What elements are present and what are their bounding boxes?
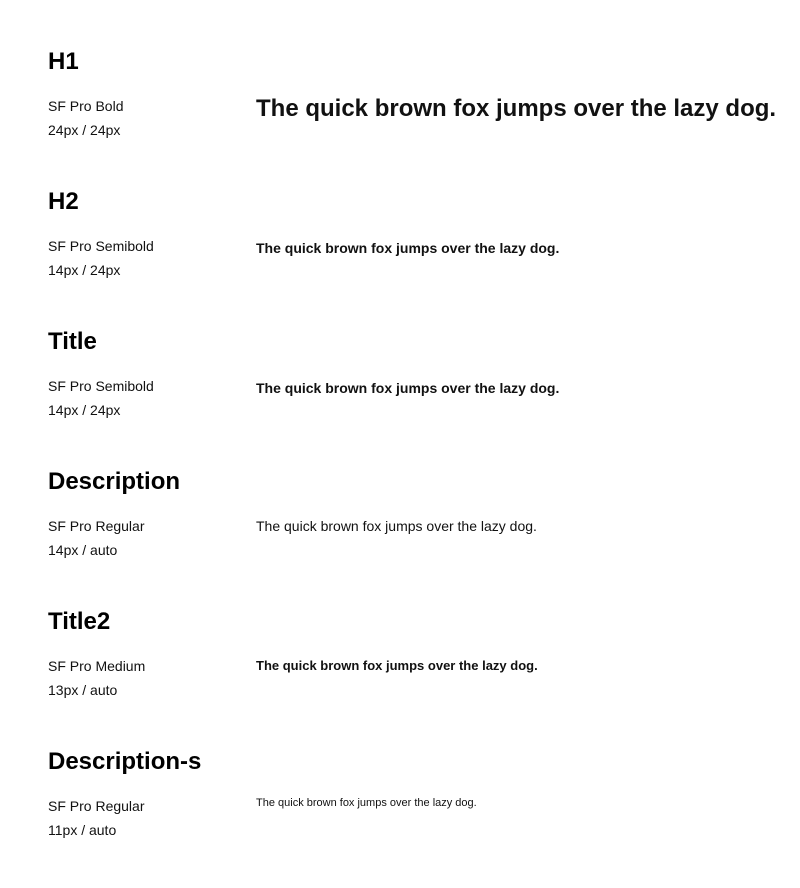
font-size-label: 13px / auto [48, 682, 118, 698]
style-meta [48, 94, 123, 142]
style-name: Description-s [48, 748, 202, 775]
sample-text: The quick brown fox jumps over the lazy dog. [256, 95, 777, 122]
style-meta [48, 374, 154, 422]
style-name: H2 [48, 188, 79, 215]
font-weight-label: SF Pro Bold [48, 98, 124, 114]
style-meta [48, 514, 144, 562]
sample-text: The quick brown fox jumps over the lazy dog. [256, 797, 477, 809]
style-meta [48, 654, 145, 702]
sample-text: The quick brown fox jumps over the lazy dog. [256, 518, 537, 534]
sample-text: The quick brown fox jumps over the lazy dog. [256, 658, 538, 673]
font-size-label: 14px / 24px [48, 262, 121, 278]
font-size-label: 11px / auto [48, 822, 117, 838]
font-size-label: 24px / 24px [48, 122, 121, 138]
style-meta [48, 234, 154, 282]
style-name: H1 [48, 48, 79, 75]
style-meta [48, 794, 144, 842]
font-weight-label: SF Pro Regular [48, 518, 145, 534]
style-name: Title [48, 328, 97, 355]
font-weight-label: SF Pro Semibold [48, 238, 154, 254]
style-name: Description [48, 468, 181, 495]
font-size-label: 14px / 24px [48, 402, 121, 418]
font-size-label: 14px / auto [48, 542, 118, 558]
font-weight-label: SF Pro Semibold [48, 378, 154, 394]
font-weight-label: SF Pro Medium [48, 658, 146, 674]
style-name: Title2 [48, 608, 111, 635]
font-weight-label: SF Pro Regular [48, 798, 145, 814]
sample-text: The quick brown fox jumps over the lazy dog. [256, 380, 560, 396]
sample-text: The quick brown fox jumps over the lazy dog. [256, 240, 560, 256]
